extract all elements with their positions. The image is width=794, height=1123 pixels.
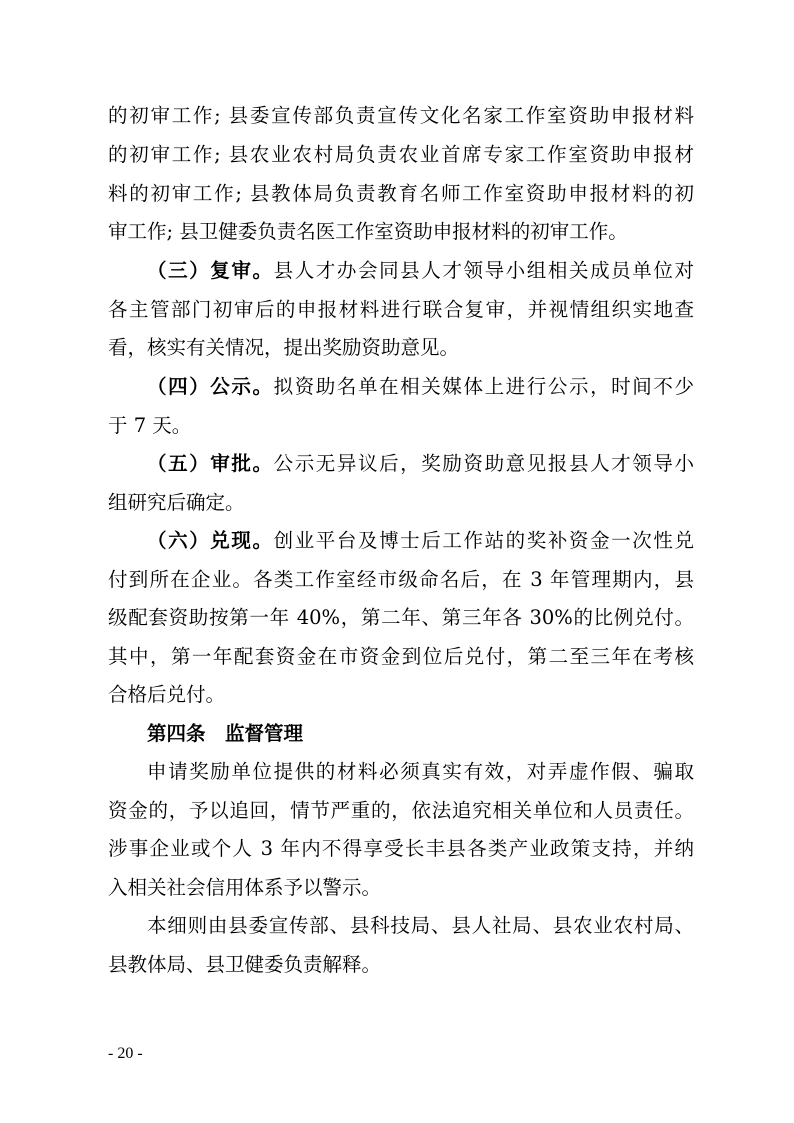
text-line: 看，核实有关情况，提出奖励资助意见。 <box>108 336 460 359</box>
text-span: 公示无异议后，奖励资助意见报县人才领导小 <box>273 452 694 475</box>
page-number: - 20 - <box>108 1045 143 1062</box>
text-line: 涉事企业或个人 3 年内不得享受长丰县各类产业政策支持，并纳 <box>108 837 694 860</box>
text-line: 组研究后确定。 <box>108 491 245 514</box>
section-heading: （四）公示。 <box>147 375 274 398</box>
text-span: 拟资助名单在相关媒体上进行公示，时间不少 <box>273 375 694 398</box>
text-line: 合格后兑付。 <box>108 683 226 706</box>
article-heading: 第四条 监督管理 <box>147 722 304 745</box>
text-line: 付到所在企业。各类工作室经市级命名后，在 3 年管理期内，县 <box>108 568 694 591</box>
paragraph-approval <box>147 446 694 482</box>
section-heading: （六）兑现。 <box>147 529 274 552</box>
text-line: 资金的，予以追回，情节严重的，依法追究相关单位和人员责任。 <box>108 799 694 822</box>
text-line: 于 7 天。 <box>108 414 192 437</box>
text-line: 各主管部门初审后的申报材料进行联合复审，并视情组织实地查 <box>108 298 694 321</box>
text-span: 创业平台及博士后工作站的奖补资金一次性兑 <box>273 529 694 552</box>
paragraph-publicity <box>147 369 694 405</box>
section-heading: （五）审批。 <box>147 452 274 475</box>
paragraph-review <box>147 253 694 289</box>
text-line: 级配套资助按第一年 40%，第二年、第三年各 30%的比例兑付。 <box>108 606 694 629</box>
section-heading: （三）复审。 <box>147 259 274 282</box>
text-line: 料的初审工作; 县教体局负责教育名师工作室资助申报材料的初 <box>108 182 694 205</box>
text-line: 本细则由县委宣传部、县科技局、县人社局、县农业农村局、 <box>147 914 694 937</box>
text-line: 的初审工作; 县农业农村局负责农业首席专家工作室资助申报材 <box>108 143 694 166</box>
text-line: 的初审工作; 县委宣传部负责宣传文化名家工作室资助申报材料 <box>108 104 694 127</box>
text-line: 县教体局、县卫健委负责解释。 <box>108 953 382 976</box>
paragraph-payment <box>147 523 694 559</box>
text-span: 县人才办会同县人才领导小组相关成员单位对 <box>273 259 694 282</box>
text-line: 入相关社会信用体系予以警示。 <box>108 876 382 899</box>
text-line: 申请奖励单位提供的材料必须真实有效，对弄虚作假、骗取 <box>147 760 694 783</box>
text-line: 其中，第一年配套资金在市资金到位后兑付，第二至三年在考核 <box>108 645 694 668</box>
text-line: 审工作; 县卫健委负责名医工作室资助申报材料的初审工作。 <box>108 220 628 243</box>
